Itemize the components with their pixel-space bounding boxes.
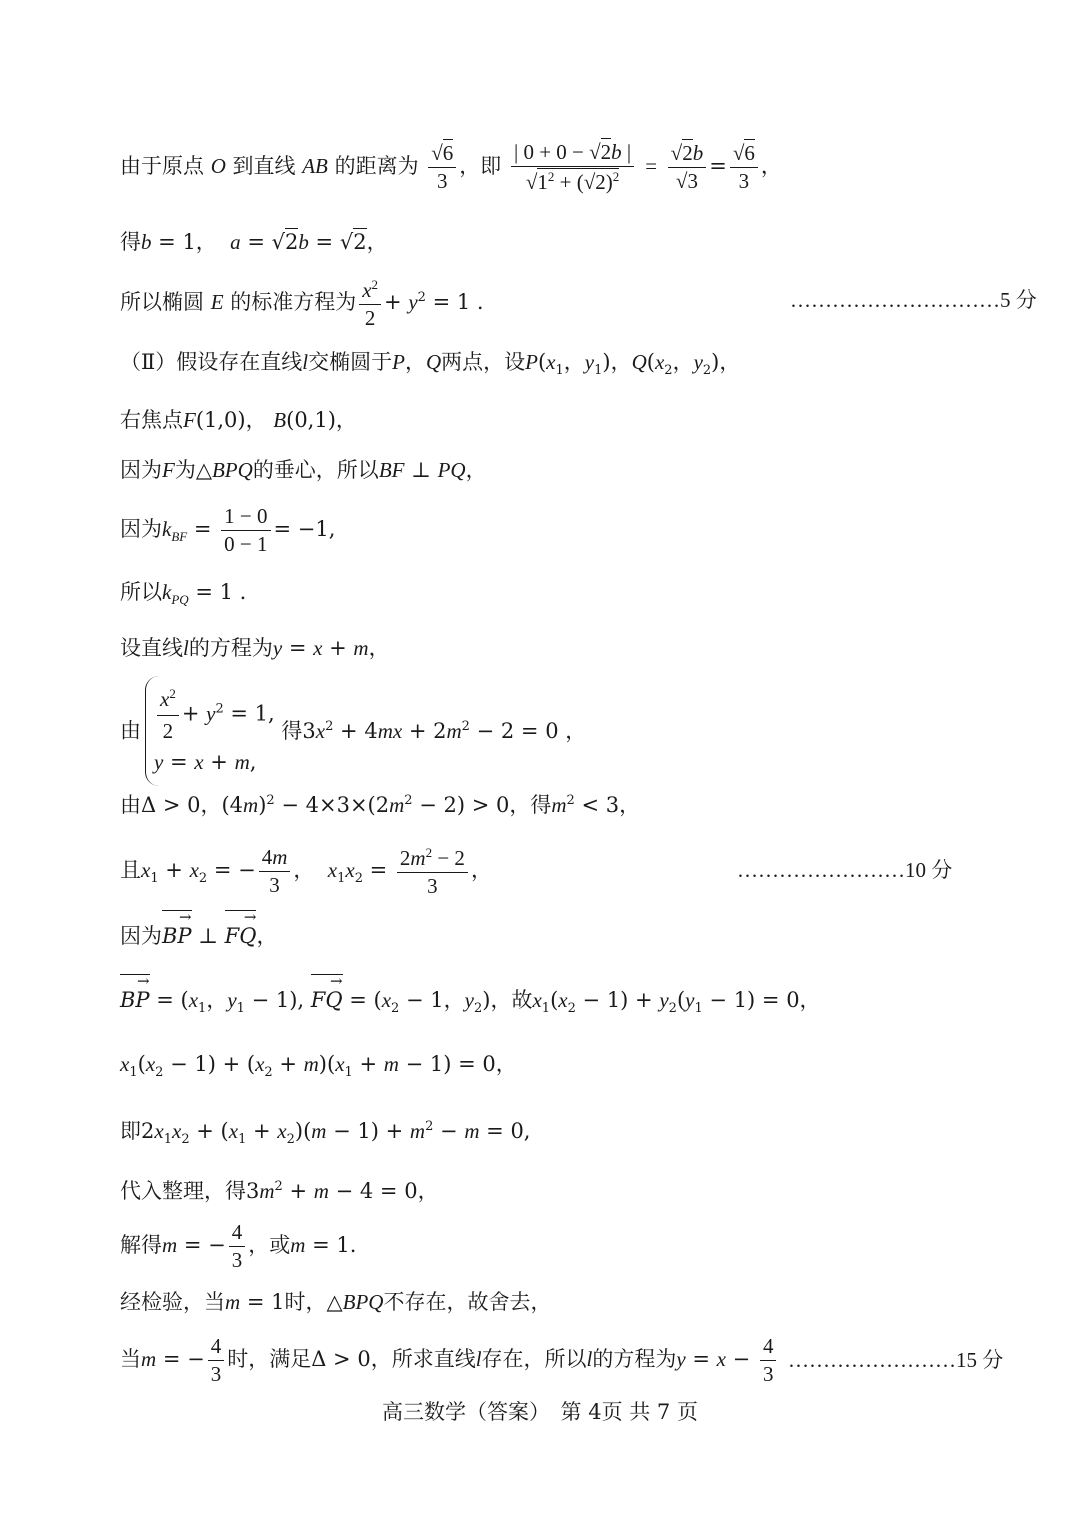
line-slope-bf: 因为$k_{BF}$ = $\frac{1 - 0}{0 - 1}$ = −1,	[120, 504, 336, 556]
text: 因为	[120, 924, 162, 948]
line-part-two: （Ⅱ）假设存在直线l交椭圆于P，Q两点，设$P(x_1$，$y_1$)，$Q(x_2$，$y_2$)，	[120, 350, 741, 379]
line-vectors: → BP = ($x_1$，$y_1 - 1$), → FQ = ($x_2 - 1$，$y_2$)，故$x_1(x_2 - 1) + y_2(y_1 - 1) = 0$，	[120, 990, 821, 1015]
text: 由	[120, 718, 141, 743]
text: 经检验，当	[120, 1290, 225, 1314]
score-5: …………………………5 分	[790, 288, 1037, 312]
text: 因为	[120, 517, 162, 541]
line-line-equation: 设直线l的方程为y = x + m，	[120, 636, 390, 660]
page-footer: 高三数学（答案） 第 4页 共 7 页	[382, 1400, 698, 1424]
text: 时，△	[284, 1290, 343, 1314]
text: 解得	[120, 1233, 162, 1257]
text: 因为	[120, 458, 162, 482]
text: 当	[120, 1347, 141, 1371]
text: 存在，所以	[481, 1347, 587, 1371]
text: 设直线	[120, 636, 183, 660]
text: 所以椭圆	[120, 290, 204, 314]
text: ，或	[248, 1233, 291, 1257]
fraction-sqrt6-over-3: $\frac{√6}{3}$	[428, 143, 456, 192]
line-vector-perp: 因为→ BP ⊥ → FQ，	[120, 926, 277, 947]
line-simplified: 代入整理，得$3m^2 + m - 4 = 0$，	[120, 1179, 439, 1203]
line-system: 由 $\frac{x^2}{2}$ + $y^2 = 1$, y = x + m, 得$3x^2 + 4mx + 2m^2 - 2 = 0$ ，	[120, 676, 586, 786]
text: 到直线	[232, 154, 296, 178]
score-15: ……………………15 分	[788, 1348, 1004, 1372]
distance-formula: $\frac{| 0 + 0 - √2b |}{√1^2 + (√2)^2}$	[511, 142, 634, 193]
text: （Ⅱ）假设存在直线	[120, 350, 303, 374]
text: 不存在，故舍去，	[383, 1290, 552, 1314]
text: 交椭圆于	[308, 350, 393, 374]
equation-system: $\frac{x^2}{2}$ + $y^2 = 1$, y = x + m,	[145, 676, 275, 786]
text: 且	[120, 858, 141, 882]
point-o: O	[210, 154, 226, 178]
text: 的方程为	[592, 1347, 677, 1371]
line-substitution: $x_1(x_2 - 1) + (x_2 + m)(x_1 + m - 1) = 0$，	[120, 1052, 517, 1081]
text: 为△	[174, 458, 212, 482]
text: ，故	[490, 988, 533, 1012]
text: 的标准方程为	[230, 290, 357, 314]
text: 右焦点	[120, 408, 183, 432]
text: 所以	[120, 580, 162, 604]
text: 时，满足	[227, 1347, 312, 1371]
text: ，即	[459, 154, 502, 178]
line-discriminant: 由Δ > 0，$(4m)^2 - 4\times 3\times(2m^2 - 2) > 0$，得$m^2 < 3$，	[120, 793, 641, 817]
ellipse-e: E	[210, 290, 224, 314]
text: 由	[120, 793, 141, 817]
line-orthocenter: 因为F为△BPQ的垂心，所以BF ⊥ PQ，	[120, 458, 487, 482]
line-focus: 右焦点F(1,0)， B(0,1)，	[120, 408, 357, 432]
text: 两点，设	[441, 350, 526, 374]
line-b-value: 得b = 1， a = √2b = √2，	[120, 230, 388, 254]
text: 代入整理，得	[120, 1179, 246, 1203]
fraction-sqrt6-over-3-b: $\frac{√6}{3}$	[730, 143, 758, 192]
line-conclusion: 当m = − $\frac{4}{3}$ 时，满足Δ > 0，所求直线l存在，所以l的方程为y = x − $\frac{4}{3}$	[120, 1336, 779, 1385]
text: ，得	[509, 793, 552, 817]
line-expanded: 即$2x_1x_2 + (x_1 + x_2)(m - 1) + m^2 - m = 0$,	[120, 1119, 531, 1148]
text: 的方程为	[188, 636, 273, 660]
score-10: ……………………10 分	[737, 858, 953, 882]
line-vieta: 且$x_1 + x_2$ = − $\frac{4m}{3}$ ， $x_1x_2$ = $\frac{2m^2 - 2}{3}$ ，	[120, 845, 492, 898]
fraction-slope: $\frac{1 - 0}{0 - 1}$	[221, 506, 270, 555]
text: 得	[120, 230, 141, 254]
text: 的垂心，所以	[252, 458, 379, 482]
line-slope-pq: 所以$k_{PQ} = 1$ .	[120, 580, 247, 608]
text: 的距离为	[334, 154, 419, 178]
text: 即	[120, 1119, 141, 1143]
fraction-x2-over-2: $\frac{x^2}{2}$	[359, 278, 381, 329]
line-ab: AB	[302, 154, 328, 178]
line-check: 经检验，当m = 1时，△BPQ不存在，故舍去，	[120, 1290, 552, 1314]
line-solutions: 解得m = − $\frac{4}{3}$ ，或m = 1.	[120, 1220, 357, 1272]
line-ellipse-equation: 所以椭圆 E 的标准方程为 $\frac{x^2}{2}$ + $y^2 = 1$ .	[120, 277, 484, 330]
line-distance: 由于原点 O 到直线 AB 的距离为 $\frac{√6}{3}$ ，即 $\frac{| 0 + 0 - √2b |}{√1^2 + (√2)^2}$ = $\frac{√2b}{√3}$ = $\frac{√6}{3}$ ，	[120, 140, 782, 194]
text: ，所求直线	[370, 1347, 476, 1371]
text: 得	[281, 718, 303, 743]
fraction-sqrt2b-over-sqrt3: $\frac{√2b}{√3}$	[668, 143, 707, 192]
text: 由于原点	[120, 154, 204, 178]
